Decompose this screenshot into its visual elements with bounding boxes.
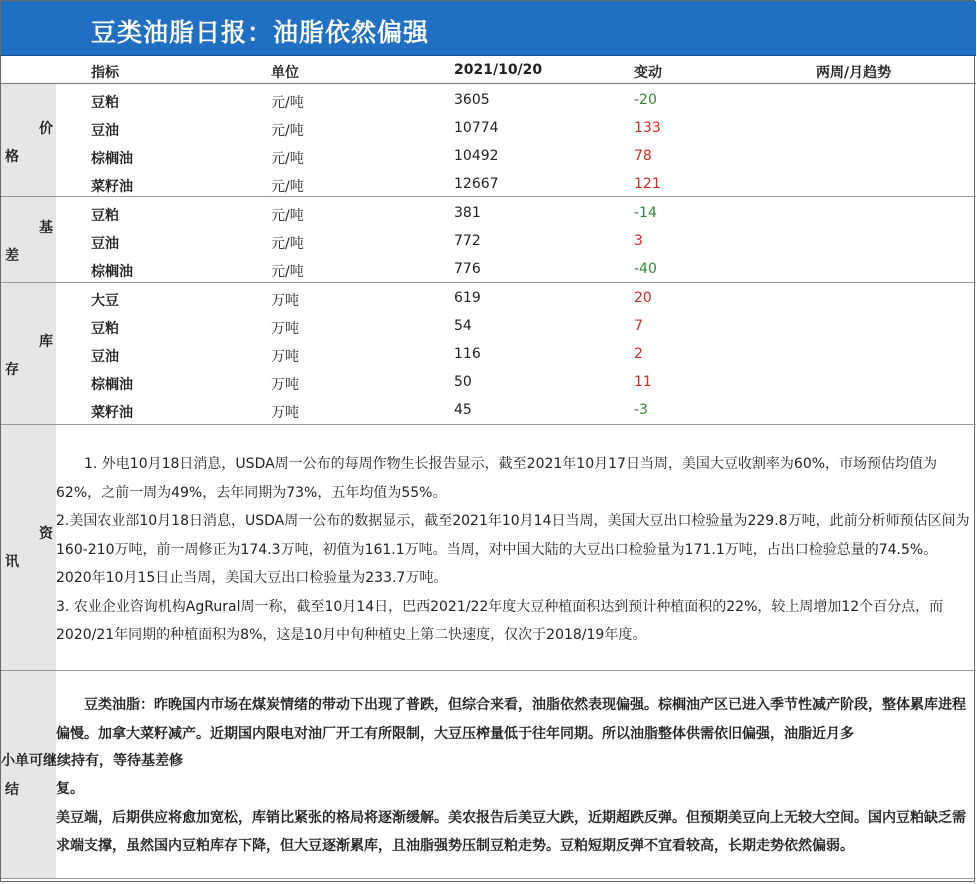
news-label-1: 资 — [39, 526, 53, 542]
row-name: 棕榈油 — [91, 151, 133, 167]
price-label-1: 价 — [39, 121, 53, 137]
header-change: 变动 — [634, 65, 662, 81]
news-paragraph-2: 2.美国农业部10月18日消息，USDA周一公布的数据显示，截至2021年10月14日当周，美国大豆出口检验量为229.8万吨，此前分析师预估区间为160-210万吨，前一周修正为174.3万吨，初值为161.1万吨。当周，对中国大陆的大豆出口检验量为171.1万吨，占出口检验总量的74.5%。2020年10月15日止当周，美国大豆出口检验量为233.7万吨。 — [56, 513, 970, 586]
table-row — [1, 312, 976, 340]
header-date: 2021/10/20 — [454, 62, 543, 78]
report-title: 豆类油脂日报：油脂依然偏强 — [91, 18, 430, 47]
row-name: 菜籽油 — [91, 405, 133, 421]
row-unit: 元/吨 — [271, 179, 304, 195]
row-unit: 元/吨 — [271, 123, 304, 139]
row-name: 棕榈油 — [91, 264, 133, 280]
table-row — [1, 396, 976, 424]
table-row — [1, 199, 976, 227]
table-row — [1, 255, 976, 283]
inventory-label-2: 存 — [5, 362, 19, 378]
table-row — [1, 114, 976, 142]
title-bar — [1, 1, 976, 56]
row-value: 45 — [454, 402, 472, 418]
price-label-2: 格 — [5, 149, 19, 165]
news-paragraph-1: 1. 外电10月18日消息，USDA周一公布的每周作物生长报告显示，截至2021年10月17日当周，美国大豆收割率为60%，市场预估均值为62%，之前一周为49%，去年同期为73%，五年均值为55%。 — [56, 456, 938, 501]
row-name: 豆粕 — [91, 321, 119, 337]
row-unit: 万吨 — [271, 405, 299, 421]
news-text — [56, 450, 971, 650]
conclusion-paragraph-1a: 豆类油脂：昨晚国内市场在煤炭情绪的带动下出现了普跌，但综合来看，油脂依然表现偏强。棕榈油产区已进入季节性减产阶段，整体累库进程偏慢。加拿大菜籽减产。近期国内限电对油厂开工有所限制，大豆压榨量低于往年同期。所以油脂整体供需依旧偏强，油脂近月多 — [56, 697, 966, 742]
row-change: 7 — [634, 318, 643, 334]
row-change: -3 — [634, 402, 648, 418]
row-value: 619 — [454, 290, 481, 306]
row-name: 豆油 — [91, 349, 119, 365]
row-value: 3605 — [454, 92, 490, 108]
row-value: 50 — [454, 374, 472, 390]
table-row — [1, 170, 976, 198]
row-unit: 元/吨 — [271, 264, 304, 280]
row-change: 20 — [634, 290, 652, 306]
row-change: 11 — [634, 374, 652, 390]
row-value: 116 — [454, 346, 481, 362]
inventory-section — [1, 283, 976, 425]
row-name: 菜籽油 — [91, 179, 133, 195]
row-name: 棕榈油 — [91, 377, 133, 393]
news-side-label — [1, 425, 56, 670]
table-row — [1, 368, 976, 396]
table-row — [1, 340, 976, 368]
conclusion-paragraph-2: 美豆端，后期供应将愈加宽松，库销比紧张的格局将逐渐缓解。美农报告后美豆大跌，近期超跌反弹。但预期美豆向上无较大空间。国内豆粕缺乏需求端支撑，虽然国内豆粕库存下降，但大豆逐渐累库，且油脂强势压制豆粕走势。豆粕短期反弹不宜看较高，长期走势依然偏弱。 — [56, 809, 966, 854]
row-unit: 元/吨 — [271, 236, 304, 252]
conclusion-text-overflow — [1, 747, 961, 776]
table-header — [1, 57, 976, 84]
conclusion-text — [56, 691, 971, 748]
row-unit: 元/吨 — [271, 151, 304, 167]
table-row — [1, 284, 976, 312]
row-change: 2 — [634, 346, 643, 362]
row-name: 豆油 — [91, 123, 119, 139]
row-name: 豆粕 — [91, 208, 119, 224]
row-unit: 元/吨 — [271, 95, 304, 111]
table-row — [1, 86, 976, 114]
row-change: 3 — [634, 233, 643, 249]
row-name: 豆粕 — [91, 95, 119, 111]
row-value: 10774 — [454, 120, 499, 136]
header-unit: 单位 — [271, 65, 299, 81]
price-section — [1, 84, 976, 197]
row-change: -20 — [634, 92, 657, 108]
header-trend: 两周/月趋势 — [816, 65, 892, 81]
row-unit: 万吨 — [271, 321, 299, 337]
conclusion-label: 结 — [5, 782, 19, 798]
basis-section — [1, 197, 976, 283]
conclusion-paragraph-1b: 小单可继续持有，等待基差修 — [1, 753, 183, 769]
row-unit: 元/吨 — [271, 208, 304, 224]
news-section — [1, 425, 976, 671]
table-row — [1, 227, 976, 255]
news-label-2: 讯 — [5, 554, 19, 570]
news-paragraph-3: 3. 农业企业咨询机构AgRural周一称，截至10月14日，巴西2021/22年度大豆种植面积达到预计种植面积的22%，较上周增加12个百分点，而2020/21年同期的种植面积为8%，这是10月中旬种植史上第二快速度，仅次于2018/19年度。 — [56, 598, 944, 643]
row-value: 776 — [454, 261, 481, 277]
row-name: 豆油 — [91, 236, 119, 252]
row-change: 133 — [634, 120, 661, 136]
conclusion-text-rest — [56, 775, 971, 861]
row-unit: 万吨 — [271, 377, 299, 393]
basis-label-2: 差 — [5, 248, 19, 264]
conclusion-paragraph-1c: 复。 — [56, 781, 84, 797]
row-change: -40 — [634, 261, 657, 277]
inventory-label-1: 库 — [39, 334, 53, 350]
row-value: 10492 — [454, 148, 499, 164]
row-value: 381 — [454, 205, 481, 221]
conclusion-section — [1, 671, 976, 879]
row-value: 12667 — [454, 176, 499, 192]
row-unit: 万吨 — [271, 293, 299, 309]
row-value: 772 — [454, 233, 481, 249]
table-row — [1, 142, 976, 170]
row-value: 54 — [454, 318, 472, 334]
row-name: 大豆 — [91, 293, 119, 309]
row-change: 121 — [634, 176, 661, 192]
row-change: -14 — [634, 205, 657, 221]
header-indicator: 指标 — [91, 65, 119, 81]
basis-label-1: 基 — [39, 220, 53, 236]
row-unit: 万吨 — [271, 349, 299, 365]
row-change: 78 — [634, 148, 652, 164]
